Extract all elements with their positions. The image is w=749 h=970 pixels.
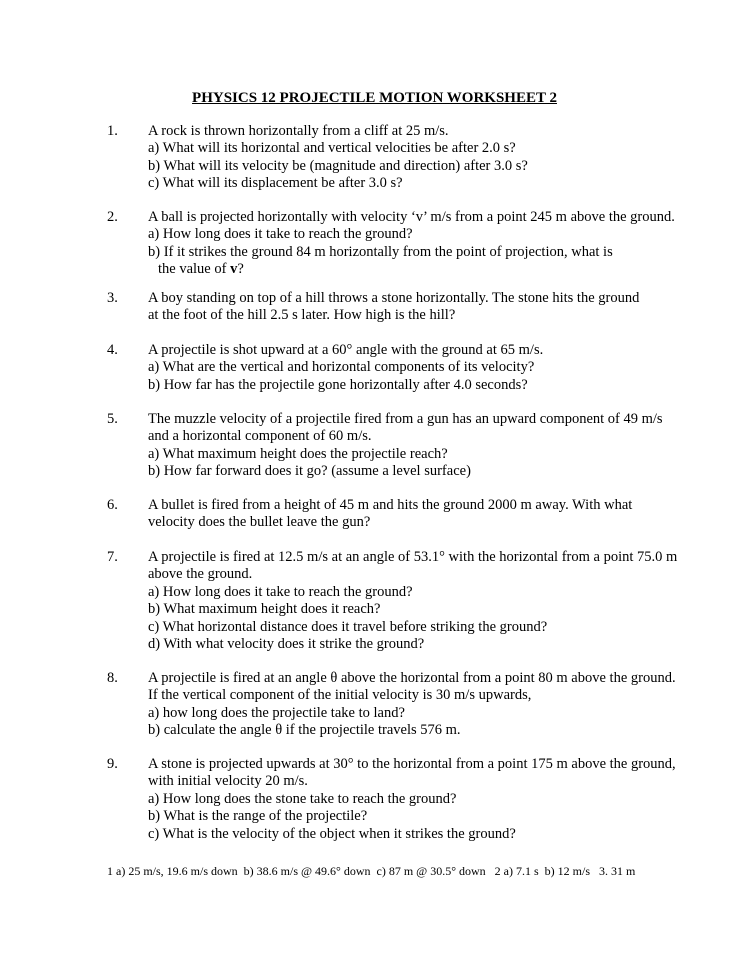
question-text: velocity does the bullet leave the gun? <box>148 514 371 531</box>
answer-key: 1 a) 25 m/s, 19.6 m/s down b) 38.6 m/s @ 49.6° down c) 87 m @ 30.5° down 2 a) 7.1 s b) 12 m/s 3. 31 m <box>107 864 636 878</box>
question-number: 4. <box>107 342 118 358</box>
question-text: and a horizontal component of 60 m/s. <box>148 428 372 445</box>
question-part: d) With what velocity does it strike the ground? <box>148 636 425 653</box>
question-part: a) What will its horizontal and vertical velocities be after 2.0 s? <box>148 140 516 157</box>
question-part: b) What is the range of the projectile? <box>148 808 368 825</box>
question-number: 9. <box>107 756 118 772</box>
question-part: c) What will its displacement be after 3.0 s? <box>148 175 403 192</box>
question-number: 7. <box>107 549 118 565</box>
question-part: b) What will its velocity be (magnitude and direction) after 3.0 s? <box>148 157 528 174</box>
question-text-fragment: the value of <box>158 261 231 278</box>
question-number: 1. <box>107 123 118 139</box>
question-text-fragment: ? <box>237 261 244 278</box>
question-part: a) How long does it take to reach the ground? <box>148 583 413 600</box>
question-part: b) calculate the angle θ if the projectile travels 576 m. <box>148 722 461 739</box>
question-part: a) How long does it take to reach the ground? <box>148 226 413 243</box>
question-part: b) What maximum height does it reach? <box>148 601 381 618</box>
question-part: c) What is the velocity of the object when it strikes the ground? <box>148 825 516 842</box>
question-text: If the vertical component of the initial velocity is 30 m/s upwards, <box>148 687 532 704</box>
question-text: with initial velocity 20 m/s. <box>148 773 308 790</box>
question-number: 8. <box>107 670 118 686</box>
question-text: The muzzle velocity of a projectile fired from a gun has an upward component of 49 m/s <box>148 411 663 427</box>
question-part: a) how long does the projectile take to land? <box>148 704 405 721</box>
variable-v: v <box>230 261 238 278</box>
question-part: a) How long does the stone take to reach the ground? <box>148 790 457 807</box>
question-text: A boy standing on top of a hill throws a stone horizontally. The stone hits the ground <box>148 290 640 306</box>
question-text: above the ground. <box>148 566 253 583</box>
question-text: at the foot of the hill 2.5 s later. How high is the hill? <box>148 307 456 324</box>
question-number: 2. <box>107 209 118 225</box>
question-text: A projectile is fired at an angle θ above the horizontal from a point 80 m above the ground. <box>148 670 676 686</box>
question-part: c) What horizontal distance does it travel before striking the ground? <box>148 618 548 635</box>
question-text: A rock is thrown horizontally from a cliff at 25 m/s. <box>148 123 449 139</box>
question-text: A projectile is fired at 12.5 m/s at an angle of 53.1° with the horizontal from a point 75.0 m <box>148 549 678 565</box>
question-part: a) What maximum height does the projectile reach? <box>148 445 448 462</box>
question-text: A stone is projected upwards at 30° to the horizontal from a point 175 m above the ground, <box>148 756 676 772</box>
question-part: b) How far forward does it go? (assume a level surface) <box>148 463 471 480</box>
question-number: 6. <box>107 497 118 513</box>
question-number: 3. <box>107 290 118 306</box>
question-part-continued <box>148 261 748 278</box>
question-text: A bullet is fired from a height of 45 m and hits the ground 2000 m away. With what <box>148 497 633 513</box>
question-text: A ball is projected horizontally with velocity ‘v’ m/s from a point 245 m above the ground. <box>148 209 675 225</box>
question-number: 5. <box>107 411 118 427</box>
question-part: b) If it strikes the ground 84 m horizontally from the point of projection, what is <box>148 243 613 260</box>
question-part: b) How far has the projectile gone horizontally after 4.0 seconds? <box>148 376 528 393</box>
question-text: A projectile is shot upward at a 60° angle with the ground at 65 m/s. <box>148 342 544 358</box>
worksheet-title: PHYSICS 12 PROJECTILE MOTION WORKSHEET 2 <box>192 90 557 106</box>
question-part: a) What are the vertical and horizontal components of its velocity? <box>148 359 535 376</box>
